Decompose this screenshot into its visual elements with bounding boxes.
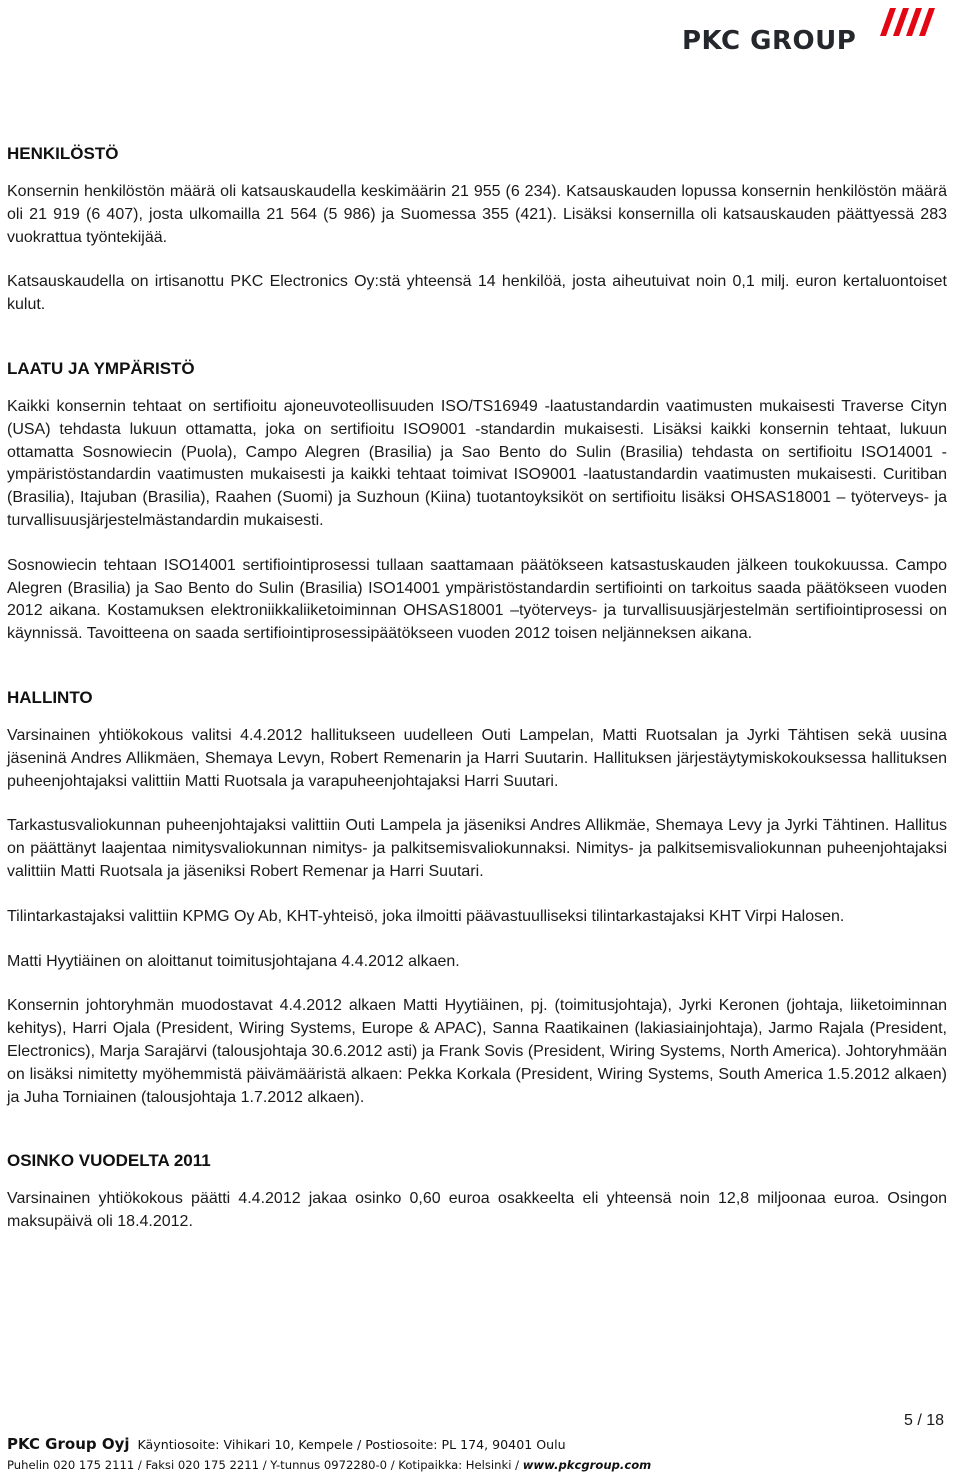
paragraph: Katsauskaudella on irtisanottu PKC Electronics Oy:stä yhteensä 14 henkilöä, josta aiheutuivat noin 0,1 milj. euron kertaluontoiset kulut. (7, 273, 947, 314)
section-title-henkilosto: HENKILÖSTÖ (7, 144, 119, 163)
section-title-laatu: LAATU JA YMPÄRISTÖ (7, 358, 195, 378)
paragraph: Varsinainen yhtiökokous päätti 4.4.2012 jakaa osinko 0,60 euroa osakkeelta eli yhteensä noin 12,8 miljoonaa euroa. Osingon maksupäivä oli 18.4.2012. (7, 1190, 947, 1231)
paragraph: Matti Hyytiäinen on aloittanut toimitusjohtajana 4.4.2012 alkaen. (7, 952, 460, 970)
logo-text: PKC GROUP (682, 26, 857, 56)
paragraph: Tarkastusvaliokunnan puheenjohtajaksi valittiin Outi Lampela ja jäseniksi Andres Allikmäe, Shemaya Levy ja Jyrki Tähtinen. Hallitus on päättänyt laajentaa nimitysvaliokunnan nimitys- ja palkitsemisvaliokunnaksi. Nimitys- ja palkitsemisvaliokunnan puheenjohtajaksi valittiin Matti Ruotsala ja jäseniksi Robert Remenar ja Harri Suutari. (7, 817, 947, 880)
footer-contacts: Puhelin 020 175 2111 / Faksi 020 175 2211 / Y-tunnus 0972280-0 / Kotipaikka: Helsinki / (7, 1458, 523, 1472)
section-title-osinko: OSINKO VUODELTA 2011 (7, 1151, 211, 1171)
page-number: 5 / 18 (903, 1412, 944, 1429)
paragraph: Konsernin johtoryhmän muodostavat 4.4.2012 alkaen Matti Hyytiäinen, pj. (toimitusjohtaja), Jyrki Keronen (johtaja, liiketoiminnan kehitys), Harri Ojala (President, Wiring Systems, Europe & APAC), Sanna Raatikainen (lakiasiainjohtaja), Jarmo Rajala (President, Electronics), Marja Sarajärvi (talousjohtaja 30.6.2012 asti) ja Frank Sovis (President, Wiring Systems, North America). Johtoryhmään on lisäksi nimitetty myöhemmistä päivämääristä alkaen: Pekka Korkala (President, Wiring Systems, South America 1.5.2012 alkaen) ja Juha Torniainen (talousjohtaja 1.7.2012 alkaen). (7, 997, 947, 1106)
footer-website[interactable]: www.pkcgroup.com (522, 1458, 652, 1472)
stripes-icon (876, 6, 942, 38)
footer-address: Käyntiosoite: Vihikari 10, Kempele / Postiosoite: PL 174, 90401 Oulu (137, 1437, 566, 1452)
paragraph: Varsinainen yhtiökokous valitsi 4.4.2012 hallitukseen uudelleen Outi Lampelan, Matti Ruotsalan ja Jyrki Tähtisen sekä uusina jäseninä Andres Allikmäen, Shemaya Levyn, Robert Remenarin ja Harri Suutarin. Hallituksen järjestäytymiskokouksessa hallituksen puheenjohtajaksi valittiin Matti Ruotsala ja varapuheenjohtajaksi Harri Suutari. (7, 726, 947, 790)
footer (7, 1434, 957, 1475)
footer-line-2 (7, 1455, 957, 1475)
footer-line-1 (7, 1434, 957, 1455)
paragraph: Sosnowiecin tehtaan ISO14001 sertifiointiprosessi tullaan saattamaan päätökseen katsastuskauden jälkeen toukokuussa. Campo Alegren (Brasilia) ja Sao Bento do Sulin (Brasilia) ISO14001 ympäristöstandardin sertifiointi on tarkoitus saada päätökseen vuoden 2012 aikana. Kostamuksen elektroniikkaliiketoiminnan OHSAS18001 –työterveys- ja turvallisuusjärjestelmän sertifiointiprosessi on käynnissä. Tavoitteena on saada sertifiointiprosessipäätökseen vuoden 2012 toisen neljänneksen aikana. (7, 556, 947, 643)
paragraph: Konsernin henkilöstön määrä oli katsauskaudella keskimäärin 21 955 (6 234). Katsauskauden lopussa konsernin henkilöstön määrä oli 21 919 (6 407), josta ulkomailla 21 564 (5 986) ja Suomessa 355 (421). Lisäksi konsernilla oli katsauskauden päättyessä 283 vuokrattua työntekijää. (7, 183, 947, 246)
paragraph: Kaikki konsernin tehtaat on sertifioitu ajoneuvoteollisuuden ISO/TS16949 -laatustandardin vaatimusten mukaisesti Traverse Cityn (USA) tehdasta lukuun ottamatta, joka on sertifioitu ISO9001 -standardin mukaisesti. Lisäksi kaikki konsernin tehtaat, lukuun ottamatta Sosnowiecin (Puola), Campo Alegren (Brasilia) ja Sao Bento do Sulin (Brasilia) tehdasta on sertifioitu ISO14001 -ympäristöstandardin vaatimusten mukaisesti ja kaikki tehtaat toimivat ISO9001 -laatustandardin vaatimusten mukaisesti. Curitiban (Brasilia), Itajuban (Brasilia), Raahen (Suomi) ja Suzhoun (Kiina) tuotantoyksiköt on sertifioitu lisäksi OHSAS18001 – työterveys- ja turvallisuusjärjestelmästandardin mukaisesti. (7, 397, 947, 529)
document-body (7, 142, 947, 1234)
pkc-group-logo (682, 6, 942, 58)
paragraph: Tilintarkastajaksi valittiin KPMG Oy Ab, KHT-yhteisö, joka ilmoitti päävastuulliseksi tilintarkastajaksi KHT Virpi Halosen. (7, 907, 845, 925)
section-title-hallinto: HALLINTO (7, 687, 93, 707)
footer-company: PKC Group Oyj (7, 1435, 130, 1453)
